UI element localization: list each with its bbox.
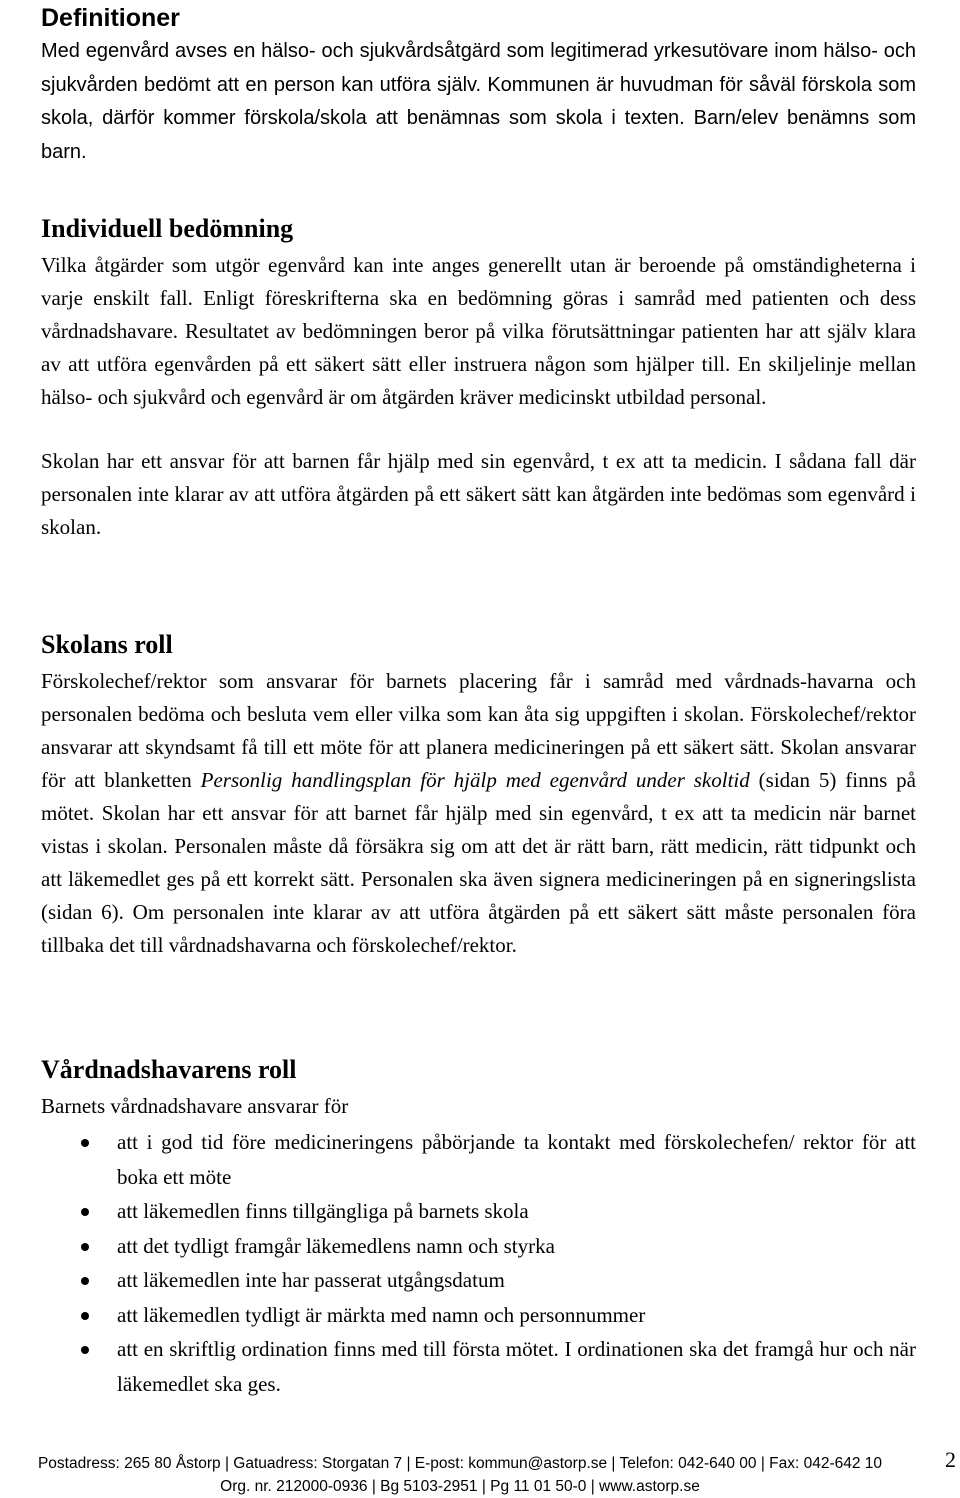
skolans-roll-text: [41, 665, 916, 962]
section-definitioner: [41, 2, 916, 169]
list-item: att läkemedlen inte har passerat utgångsdatum: [41, 1263, 916, 1298]
section-vardnadshavarens-roll: [41, 1054, 916, 1401]
page-footer: [0, 1452, 920, 1498]
bullet-icon: [81, 1277, 89, 1285]
bullet-icon: [81, 1312, 89, 1320]
individuell-paragraph-1: Vilka åtgärder som utgör egenvård kan inte anges generellt utan är beroende på omständigheterna i varje enskilt fall. Enligt föreskrifterna ska en bedömning göras i samråd med patienten och dess vårdnadshavare. Resultatet av bedömningen beror på vilka förutsättningar patienten har att själv klara av att utföra egenvården på ett säkert sätt eller instruera någon som hjälper till. En skiljelinje mellan hälso- och sjukvård och egenvård är om åtgärden kräver medicinskt utbildad personal.: [41, 253, 916, 409]
individuell-paragraph-2: Skolan har ett ansvar för att barnen får hjälp med sin egenvård, t ex att ta medicin. I sådana fall där personalen inte klarar av att utföra åtgärden på ett säkert sätt kan åtgärden inte bedömas som egenvård i skolan.: [41, 449, 916, 539]
vardnadshavarens-intro: Barnets vårdnadshavare ansvarar för: [41, 1094, 349, 1118]
heading-definitioner: Definitioner: [41, 4, 180, 32]
skolans-roll-text-end: (sidan 5) finns på mötet. Skolan har ett ansvar för att barnet får hjälp med sin egenvård, t ex att ta medicin när barnet vistas i skolan. Personalen måste då försäkra sig om att det är rätt barn, rätt medicin, rätt tidpunkt och att läkemedlet ges på ett korrekt sätt. Personalen ska även signera medicineringen på en signeringslista (sidan 6). Om personalen inte klarar av att utföra åtgärden på ett säkert sätt måste personalen föra tillbaka det till vårdnadshavarna och förskolechef/rektor.: [41, 768, 916, 957]
list-item: att läkemedlen finns tillgängliga på barnets skola: [41, 1194, 916, 1229]
section-individuell-bedomning: [41, 213, 916, 544]
bullet-icon: [81, 1139, 89, 1147]
list-item: att läkemedlen tydligt är märkta med namn och personnummer: [41, 1298, 916, 1333]
skolans-roll-text-start: Förskolechef/rektor som ansvarar för barnets placering får i samråd med vårdnads-havarna och personalen bedöma och besluta vem eller vilka som kan åta sig uppgiften i skolan. Förskolechef/rektor ansvarar att skyndsamt få till ett möte för att planera medicineringen på ett säkert sätt. Skolan ansvarar för att blanketten: [41, 669, 916, 792]
responsibility-list: [41, 1125, 916, 1401]
list-item: att det tydligt framgår läkemedlens namn och styrka: [41, 1229, 916, 1264]
bullet-icon: [81, 1346, 89, 1354]
page-number: 2: [945, 1447, 956, 1472]
bullet-icon: [81, 1243, 89, 1251]
heading-skolans-roll: Skolans roll: [41, 630, 173, 659]
definitioner-text: Med egenvård avses en hälso- och sjukvårdsåtgärd som legitimerad yrkesutövare inom hälso- och sjukvården bedömt att en person kan utföra själv. Kommunen är huvudman för såväl förskola som skola, därför kommer förskola/skola att benämnas som skola i texten. Barn/elev benämns som barn.: [41, 40, 916, 163]
footer-org-line: Org. nr. 212000-0936 | Bg 5103-2951 | Pg 11 01 50-0 | www.astorp.se: [220, 1478, 700, 1495]
section-skolans-roll: [41, 629, 916, 962]
footer-address-line: Postadress: 265 80 Åstorp | Gatuadress: Storgatan 7 | E-post: kommun@astorp.se | Telefon: 042-640 00 | Fax: 042-642 10: [37, 1455, 883, 1472]
heading-vardnadshavarens-roll: Vårdnadshavarens roll: [41, 1055, 297, 1084]
bullet-icon: [81, 1208, 89, 1216]
list-item: att en skriftlig ordination finns med till första mötet. I ordinationen ska det framgå hur och när läkemedlet ska ges.: [41, 1332, 916, 1401]
form-title-reference: Personlig handlingsplan för hjälp med egenvård under skoltid: [200, 768, 750, 792]
heading-individuell-bedomning: Individuell bedömning: [41, 214, 294, 243]
list-item: att i god tid före medicineringens påbörjande ta kontakt med förskolechefen/ rektor för att boka ett möte: [41, 1125, 916, 1194]
